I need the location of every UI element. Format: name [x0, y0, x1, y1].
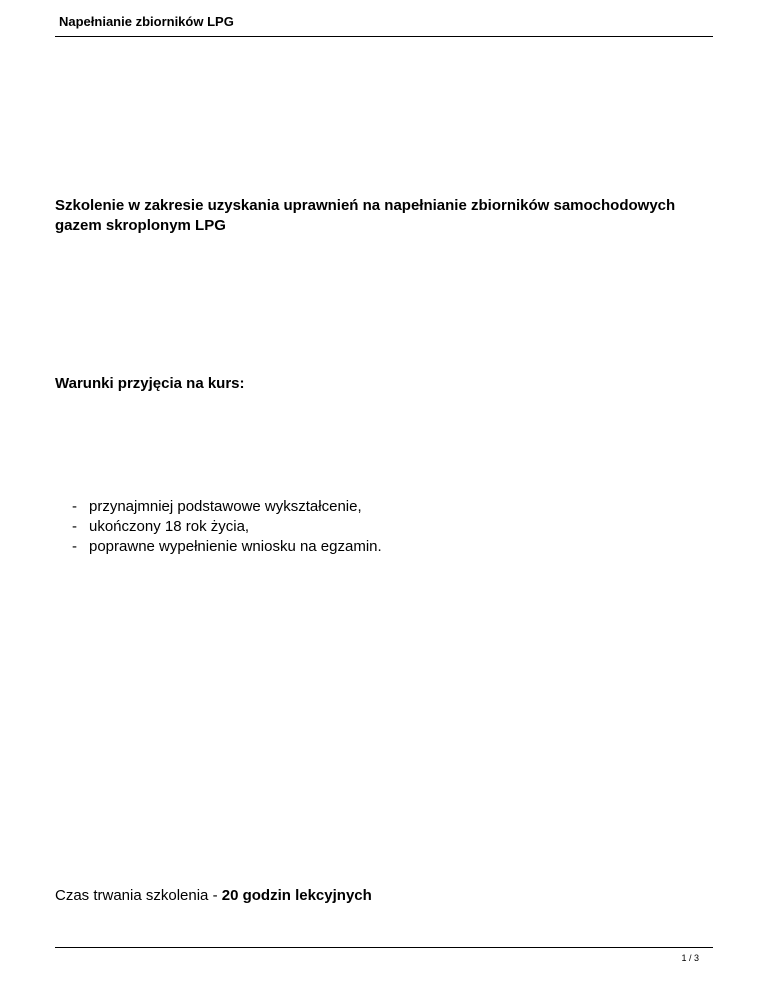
requirement-text: ukończony 18 rok życia,: [89, 518, 250, 535]
requirements-list: [72, 497, 382, 557]
duration-value: 20 godzin lekcyjnych: [221, 887, 372, 904]
header-title: Napełnianie zbiorników LPG: [59, 14, 234, 29]
duration-label: Czas trwania szkolenia -: [55, 887, 222, 904]
list-marker: -: [72, 538, 77, 555]
list-marker: -: [72, 498, 77, 515]
list-item: [72, 497, 382, 517]
requirement-text: przynajmniej podstawowe wykształcenie,: [89, 498, 362, 515]
main-heading: Szkolenie w zakresie uzyskania uprawnień na napełnianie zbiorników samochodowych gazem skroplonym LPG: [55, 197, 676, 234]
list-marker: -: [72, 518, 77, 535]
page-number: 1 / 3: [681, 953, 699, 963]
duration-line: [55, 886, 372, 906]
requirements-heading: Warunki przyjęcia na kurs:: [55, 375, 245, 392]
page-footer: [55, 947, 713, 963]
requirement-text: poprawne wypełnienie wniosku na egzamin.: [89, 538, 382, 555]
list-item: [72, 517, 382, 537]
list-item: [72, 537, 382, 557]
page-header: [55, 10, 713, 37]
